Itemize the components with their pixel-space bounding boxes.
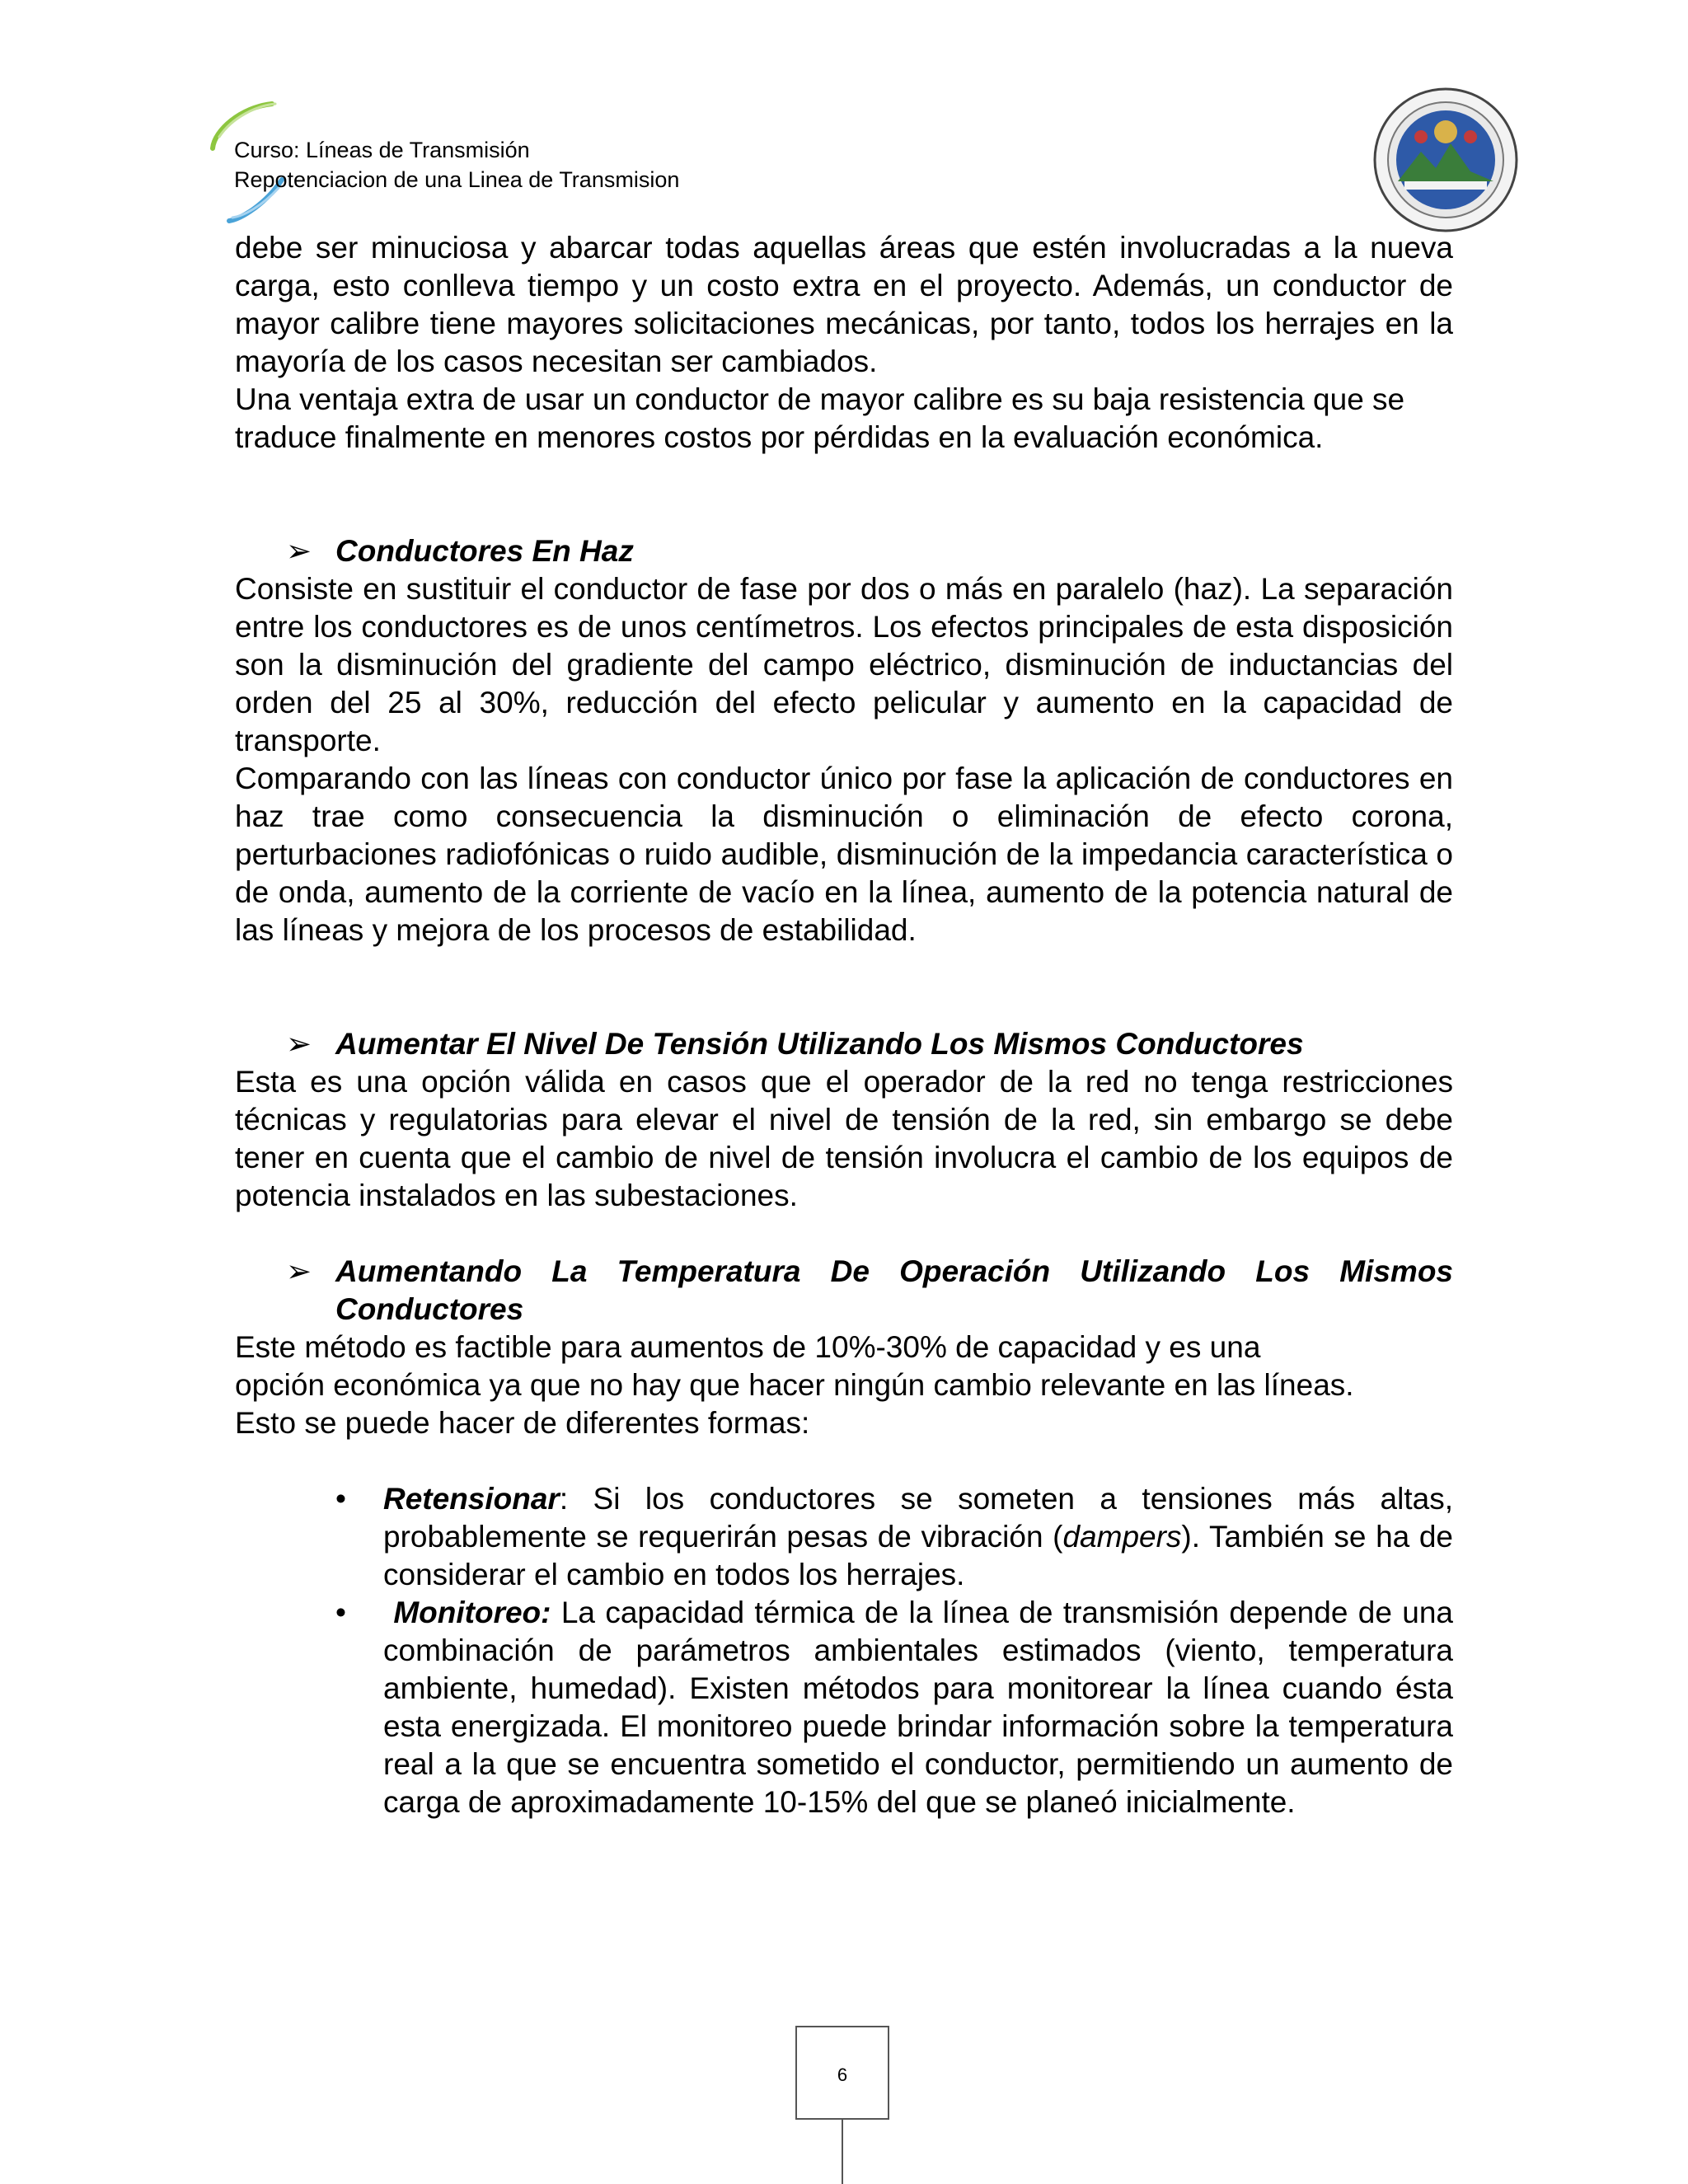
bullet-term: Retensionar <box>383 1482 560 1516</box>
bullet-dot-icon: • <box>335 1596 346 1629</box>
page-number-stem <box>842 2120 843 2184</box>
university-seal-icon <box>1372 86 1520 234</box>
bullet-term: Monitoreo: <box>393 1596 551 1629</box>
intro-paragraph-2: Una ventaja extra de usar un conductor de mayor calibre es su baja resistencia que se traduce finalmente en menores costos por pérdidas en la evaluación económica. <box>235 382 1405 454</box>
list-item-retensionar <box>335 1480 1454 1594</box>
page-number: 6 <box>795 2026 889 2120</box>
document-body <box>235 229 1453 1821</box>
list-item-monitoreo <box>335 1594 1453 1821</box>
section-heading-aumentando-temperatura <box>235 1253 1453 1329</box>
section-1-paragraph-2: Comparando con las líneas con conductor único por fase la aplicación de conductores en haz trae como consecuencia la disminución o eliminación de efecto corona, perturbaciones radiofónicas o ruido audible, disminución de la impedancia característica o de onda, aumento de la corriente de vacío en la línea, aumento de la potencia natural de las líneas y mejora de los procesos de estabilidad. <box>235 762 1453 947</box>
bullet-text: : Si los conductores se someten a tensiones más altas, probablemente se requerirán pesas de vibración ( <box>383 1482 1453 1554</box>
section-1-paragraph-1: Consiste en sustituir el conductor de fase por dos o más en paralelo (haz). La separación entre los conductores es de unos centímetros. Los efectos principales de esta disposición son la disminución del gradiente del campo eléctrico, disminución de inductancias del orden del 25 al 30%, reducción del efecto pelicular y aumento en la capacidad de transporte. <box>235 572 1453 757</box>
methods-list <box>235 1480 1453 1821</box>
bullet-dot-icon: • <box>335 1482 346 1516</box>
bullet-text: ). También se ha de considerar el cambio en todos los herrajes. <box>383 1520 1454 1591</box>
bullet-italic-term: dampers <box>1062 1520 1182 1554</box>
section-3-paragraph-1: Este método es factible para aumentos de 10%-30% de capacidad y es una opción económica ya que no hay que hacer ningún cambio relevante en las líneas. Esto se puede hacer de diferentes formas: <box>235 1330 1354 1440</box>
section-title: Aumentando La Temperatura De Operación Utilizando Los Mismos Conductores <box>335 1254 1453 1326</box>
arrow-bullet-icon: ➢ <box>286 1027 312 1061</box>
arrow-bullet-icon: ➢ <box>286 1254 312 1288</box>
header-subtitle: Repotenciacion de una Linea de Transmision <box>234 167 680 192</box>
page-header <box>234 135 679 194</box>
section-heading-aumentar-nivel-tension <box>235 1025 1453 1063</box>
section-title: Conductores En Haz <box>335 534 634 568</box>
section-title: Aumentar El Nivel De Tensión Utilizando Los Mismos Conductores <box>335 1027 1304 1061</box>
bullet-text: La capacidad térmica de la línea de transmisión depende de una combinación de parámetros ambientales estimados (viento, temperatura ambiente, humedad). Existen métodos para monitorear la línea cuando ésta esta energizada. El monitoreo puede brindar información sobre la temperatura real a la que se encuentra sometido el conductor, permitiendo un aumento de carga de aproximadamente 10-15% del que se planeó inicialmente. <box>383 1596 1453 1819</box>
intro-paragraph-1: debe ser minuciosa y abarcar todas aquellas áreas que estén involucradas a la nueva carga, esto conlleva tiempo y un costo extra en el proyecto. Además, un conductor de mayor calibre tiene mayores solicitaciones mecánicas, por tanto, todos los herrajes en la mayoría de los casos necesitan ser cambiados. <box>235 231 1453 378</box>
section-2-paragraph-1: Esta es una opción válida en casos que el operador de la red no tenga restricciones técnicas y regulatorias para elevar el nivel de tensión de la red, sin embargo se debe tener en cuenta que el cambio de nivel de tensión involucra el cambio de los equipos de potencia instalados en las subestaciones. <box>235 1065 1453 1212</box>
arrow-bullet-icon: ➢ <box>286 534 312 568</box>
header-course: Curso: Líneas de Transmisión <box>234 138 530 162</box>
section-heading-conductores-en-haz <box>235 532 1453 570</box>
